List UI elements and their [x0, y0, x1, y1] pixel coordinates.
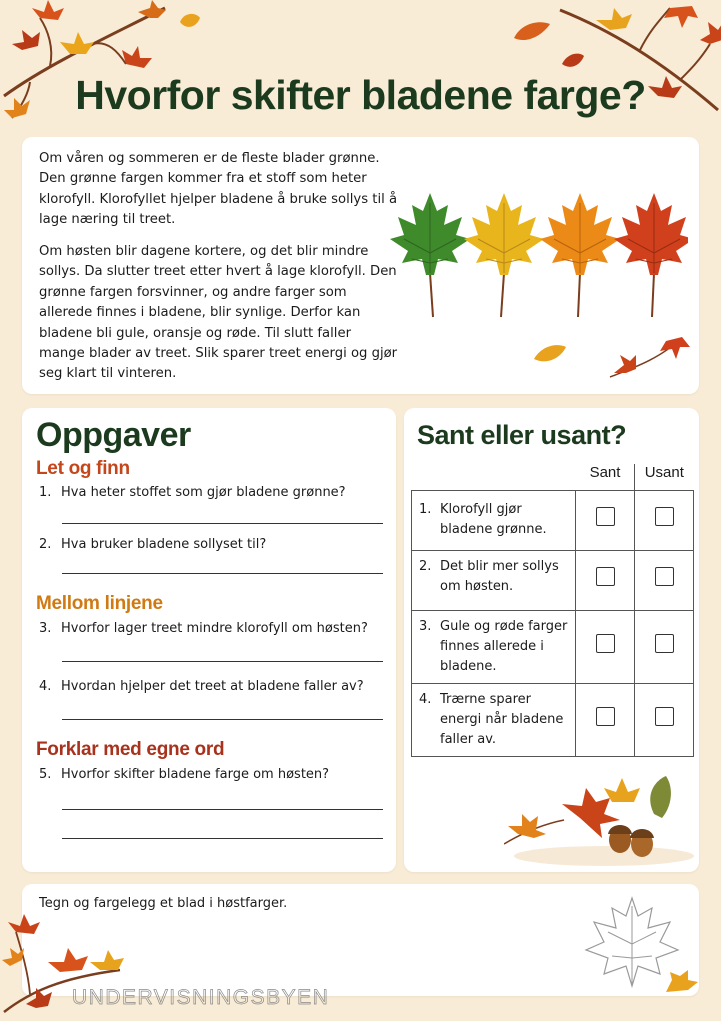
question-2	[39, 537, 266, 552]
question-text: Hvorfor lager treet mindre klorofyll om høsten?	[61, 621, 368, 636]
leaf-icon	[178, 10, 202, 32]
statement-row	[412, 610, 694, 683]
leaf-icon	[560, 50, 586, 70]
question-number: 5.	[39, 767, 52, 782]
acorns-and-leaves-illustration	[504, 774, 694, 870]
column-header-false: Usant	[644, 464, 684, 481]
checkbox-usant[interactable]	[655, 707, 674, 726]
maple-leaf-icon	[464, 193, 544, 317]
answer-line[interactable]	[62, 838, 383, 839]
checkbox-sant[interactable]	[596, 634, 615, 653]
tasks-card	[22, 408, 396, 872]
statement-text: Det blir mer sollys om høsten.	[440, 558, 559, 594]
true-false-table	[411, 464, 694, 757]
question-text: Hva bruker bladene sollyset til?	[61, 537, 267, 552]
maple-leaf-icon	[390, 193, 470, 317]
true-false-card	[404, 408, 699, 872]
question-text: Hvordan hjelper det treet at bladene faller av?	[61, 679, 364, 694]
true-false-heading: Sant eller usant?	[417, 420, 627, 450]
column-header-true: Sant	[576, 464, 635, 490]
intro-card	[22, 137, 699, 394]
leaf-icon	[662, 968, 702, 998]
answer-line[interactable]	[62, 523, 383, 524]
question-number: 1.	[39, 485, 52, 500]
maple-leaves-illustration	[388, 187, 688, 322]
oak-leaf-icon	[650, 776, 671, 818]
answer-line[interactable]	[62, 809, 383, 810]
statement-number: 3.	[419, 618, 432, 634]
answer-line[interactable]	[62, 573, 383, 574]
statement-row	[412, 683, 694, 756]
statement-number: 1.	[419, 501, 432, 517]
checkbox-sant[interactable]	[596, 507, 615, 526]
statement-row	[412, 550, 694, 610]
question-1	[39, 485, 346, 500]
question-number: 3.	[39, 621, 52, 636]
question-3	[39, 621, 368, 636]
section-title-forklar: Forklar med egne ord	[36, 739, 225, 760]
statement-row	[412, 490, 694, 550]
page-title: Hvorfor skifter bladene farge?	[75, 72, 646, 118]
question-number: 2.	[39, 537, 52, 552]
intro-paragraph-1: Om våren og sommeren er de fleste blader grønne. Den grønne fargen kommer fra et stoff som heter klorofyll. Klorofyllet hjelper bladene å bruke sollys til å lage næring til treet.	[39, 151, 398, 228]
statement-text: Klorofyll gjør bladene grønne.	[440, 501, 547, 537]
brand-watermark: UNDERVISNINGSBYEN	[72, 986, 330, 1009]
intro-paragraph-2: Om høsten blir dagene kortere, og det blir mindre sollys. Da slutter treet etter hvert å lage klorofyll. Den grønne fargen forsvinner, og andre farger som allerede finnes i bladene, blir synlige. Derfor kan bladene bli gule, oransje og røde. Til slutt faller mange blader av treet. Slik sparer treet energi og gjør seg klart til vinteren.	[39, 244, 398, 382]
leaf-icon	[512, 18, 552, 44]
answer-line[interactable]	[62, 719, 383, 720]
statement-text: Trærne sparer energi når bladene faller av.	[440, 691, 564, 747]
statement-text: Gule og røde farger finnes allerede i bladene.	[440, 618, 568, 674]
question-text: Hva heter stoffet som gjør bladene grønne?	[61, 485, 346, 500]
section-title-let-og-finn: Let og finn	[36, 458, 130, 479]
checkbox-usant[interactable]	[655, 567, 674, 586]
section-title-mellom-linjene: Mellom linjene	[36, 593, 163, 614]
statement-number: 4.	[419, 691, 432, 707]
maple-leaf-icon	[614, 193, 688, 317]
checkbox-usant[interactable]	[655, 634, 674, 653]
fallen-leaves-icon	[530, 333, 690, 383]
checkbox-sant[interactable]	[596, 707, 615, 726]
statement-number: 2.	[419, 558, 432, 574]
checkbox-sant[interactable]	[596, 567, 615, 586]
question-number: 4.	[39, 679, 52, 694]
tasks-heading: Oppgaver	[36, 416, 191, 454]
question-text: Hvorfor skifter bladene farge om høsten?	[61, 767, 330, 782]
answer-line[interactable]	[62, 661, 383, 662]
checkbox-usant[interactable]	[655, 507, 674, 526]
question-4	[39, 679, 364, 694]
question-5	[39, 767, 329, 782]
drawing-instruction: Tegn og fargelegg et blad i høstfarger.	[39, 896, 288, 911]
maple-leaf-icon	[540, 193, 620, 317]
